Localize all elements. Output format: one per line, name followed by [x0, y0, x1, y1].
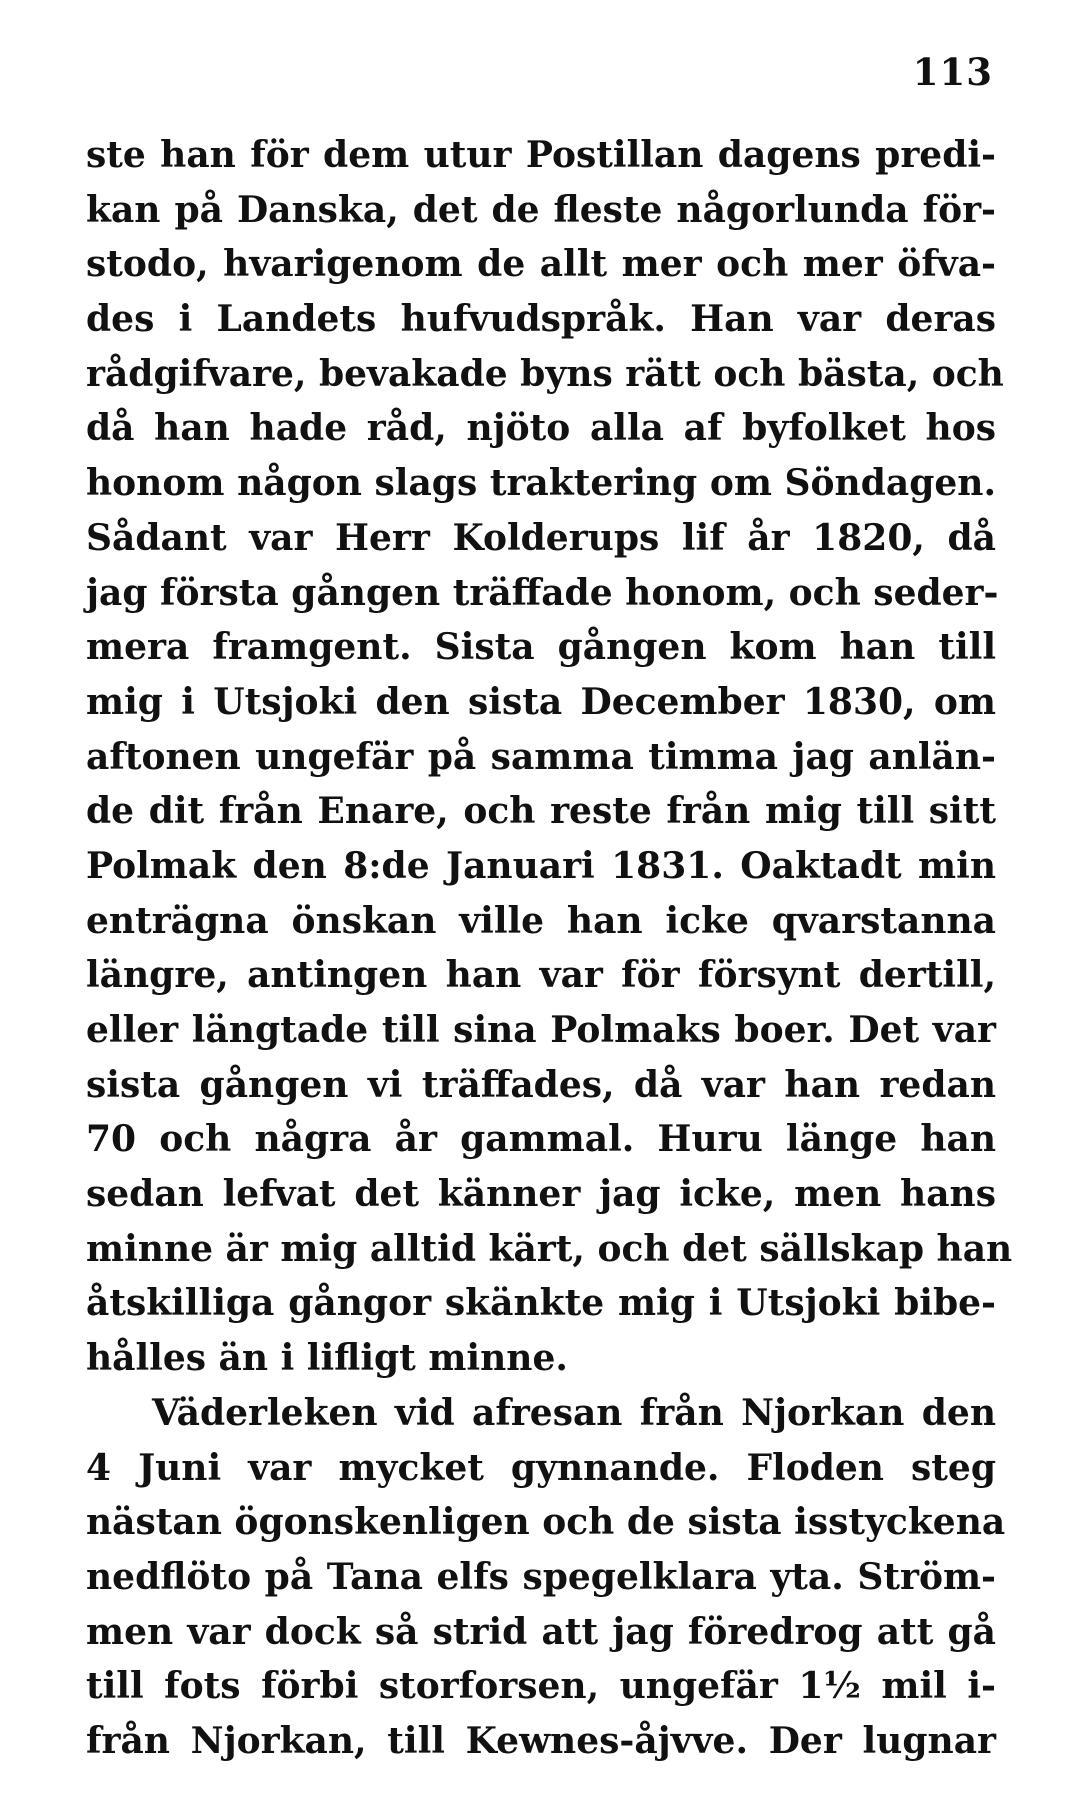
- text-line: jag första gången träffade honom, och seder-: [86, 571, 999, 614]
- body-text: [86, 128, 1013, 1769]
- text-line: Väderleken vid afresan från Njorkan den: [152, 1391, 996, 1434]
- text-line: Sådant var Herr Kolderups lif år 1820, då: [86, 516, 996, 559]
- text-line: minne är mig alltid kärt, och det sällskap han: [86, 1227, 1013, 1270]
- text-line: nedflöto på Tana elfs spegelklara yta. Ström-: [86, 1555, 996, 1598]
- text-line: rådgifvare, bevakade byns rätt och bästa, och: [86, 352, 1004, 395]
- text-line: 4 Juni var mycket gynnande. Floden steg: [86, 1446, 996, 1489]
- text-line: des i Landets hufvudspråk. Han var deras: [86, 298, 996, 341]
- page-number: 113: [912, 50, 993, 94]
- text-line: längre, antingen han var för försynt dertill,: [86, 954, 996, 997]
- text-line: sedan lefvat det känner jag icke, men hans: [86, 1173, 996, 1216]
- text-line: hålles än i lifligt minne.: [86, 1337, 568, 1380]
- text-line: aftonen ungefär på samma timma jag anlän-: [86, 735, 996, 778]
- text-line: Polmak den 8:de Januari 1831. Oaktadt min: [86, 844, 996, 887]
- text-line: eller längtade till sina Polmaks boer. Det var: [86, 1009, 996, 1051]
- text-line: nästan ögonskenligen och de sista isstyckena: [86, 1501, 1006, 1544]
- text-line: stodo, hvarigenom de allt mer och mer öfva-: [86, 243, 996, 286]
- text-line: honom någon slags traktering om Söndagen.: [86, 462, 996, 505]
- text-line: men var dock så strid att jag föredrog att gå: [86, 1610, 996, 1653]
- text-line: från Njorkan, till Kewnes-åjvve. Der lugnar: [86, 1719, 996, 1762]
- text-line: de dit från Enare, och reste från mig till sitt: [86, 790, 996, 833]
- text-line: då han hade råd, njöto alla af byfolket hos: [86, 407, 996, 450]
- text-line: 70 och några år gammal. Huru länge han: [86, 1118, 996, 1161]
- text-line: mera framgent. Sista gången kom han till: [86, 626, 996, 669]
- text-line: ste han för dem utur Postillan dagens predi-: [86, 134, 996, 176]
- text-line: åtskilliga gångor skänkte mig i Utsjoki bibe-: [86, 1282, 996, 1325]
- text-line: till fots förbi storforsen, ungefär 1½ mil i-: [86, 1665, 996, 1708]
- text-line: kan på Danska, det de fleste någorlunda för-: [86, 188, 996, 231]
- text-line: mig i Utsjoki den sista December 1830, om: [86, 680, 996, 723]
- text-line: sista gången vi träffades, då var han redan: [86, 1063, 996, 1106]
- text-line: enträgna önskan ville han icke qvarstanna: [86, 899, 996, 942]
